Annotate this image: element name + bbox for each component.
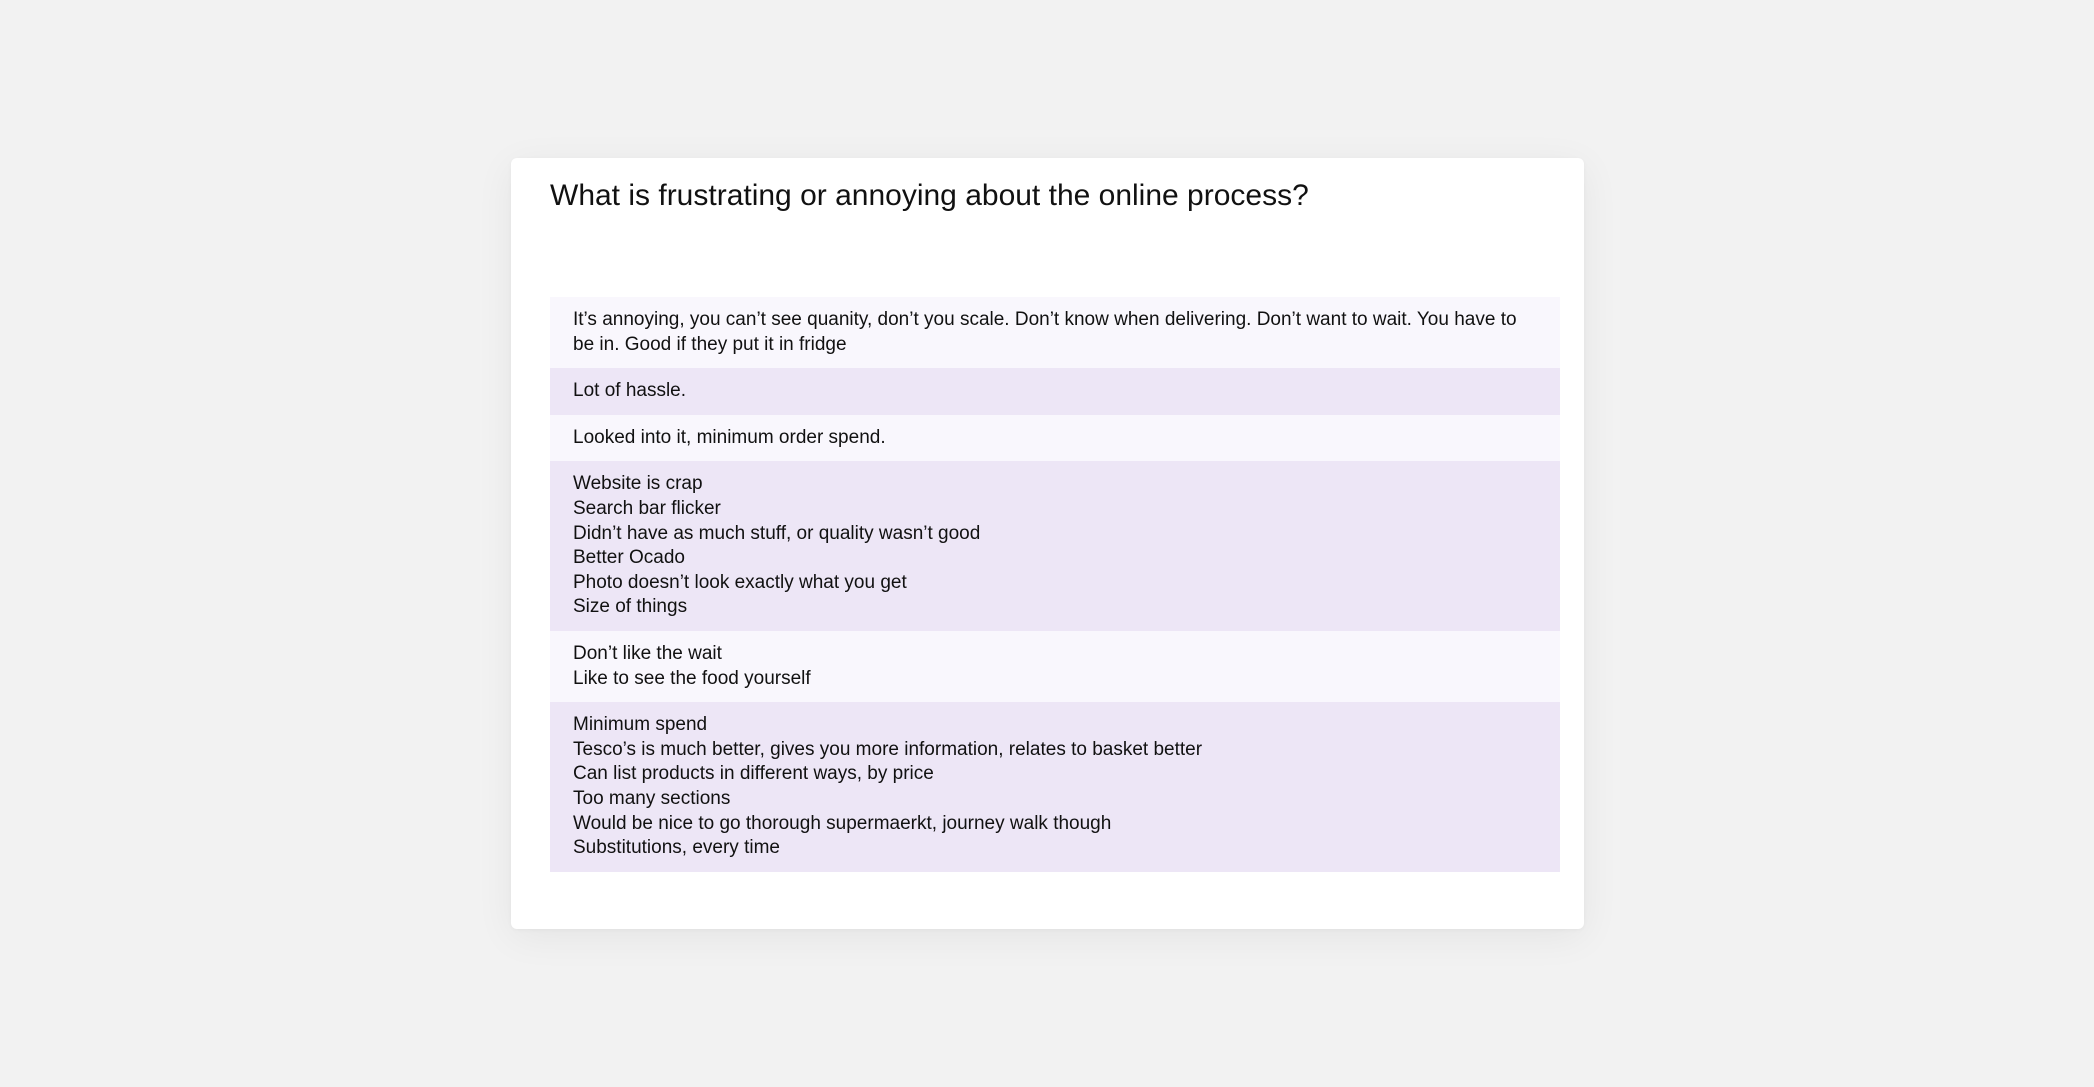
response-line: Lot of hassle. — [573, 380, 687, 402]
response-line: It’s annoying, you can’t see quanity, don’t you scale. Don’t know when delivering. Don’t want to wait. You have to be in. Good if they put it in fridge — [573, 309, 1522, 355]
response-line: Minimum spend — [573, 714, 708, 736]
response-item — [550, 368, 1560, 415]
response-item — [550, 415, 1560, 462]
response-line: Don’t like the wait — [573, 642, 722, 664]
response-line: Didn’t have as much stuff, or quality wasn’t good — [573, 522, 981, 544]
response-item — [550, 702, 1560, 872]
response-line: Can list products in different ways, by price — [573, 763, 934, 785]
question-title: What is frustrating or annoying about the online process? — [550, 179, 1309, 212]
response-line: Website is crap — [573, 473, 703, 495]
response-line: Like to see the food yourself — [573, 667, 811, 689]
response-line: Would be nice to go thorough supermaerkt, journey walk though — [573, 812, 1112, 834]
response-list — [550, 297, 1560, 872]
response-item — [550, 297, 1560, 368]
response-line: Looked into it, minimum order spend. — [573, 426, 886, 448]
response-line: Substitutions, every time — [573, 837, 780, 859]
response-line: Photo doesn’t look exactly what you get — [573, 571, 907, 593]
response-item — [550, 461, 1560, 631]
response-line: Tesco’s is much better, gives you more information, relates to basket better — [573, 738, 1203, 760]
response-item — [550, 631, 1560, 702]
response-line: Too many sections — [573, 787, 731, 809]
response-line: Size of things — [573, 596, 688, 618]
survey-card — [511, 158, 1584, 929]
response-line: Better Ocado — [573, 547, 685, 569]
response-line: Search bar flicker — [573, 497, 721, 519]
